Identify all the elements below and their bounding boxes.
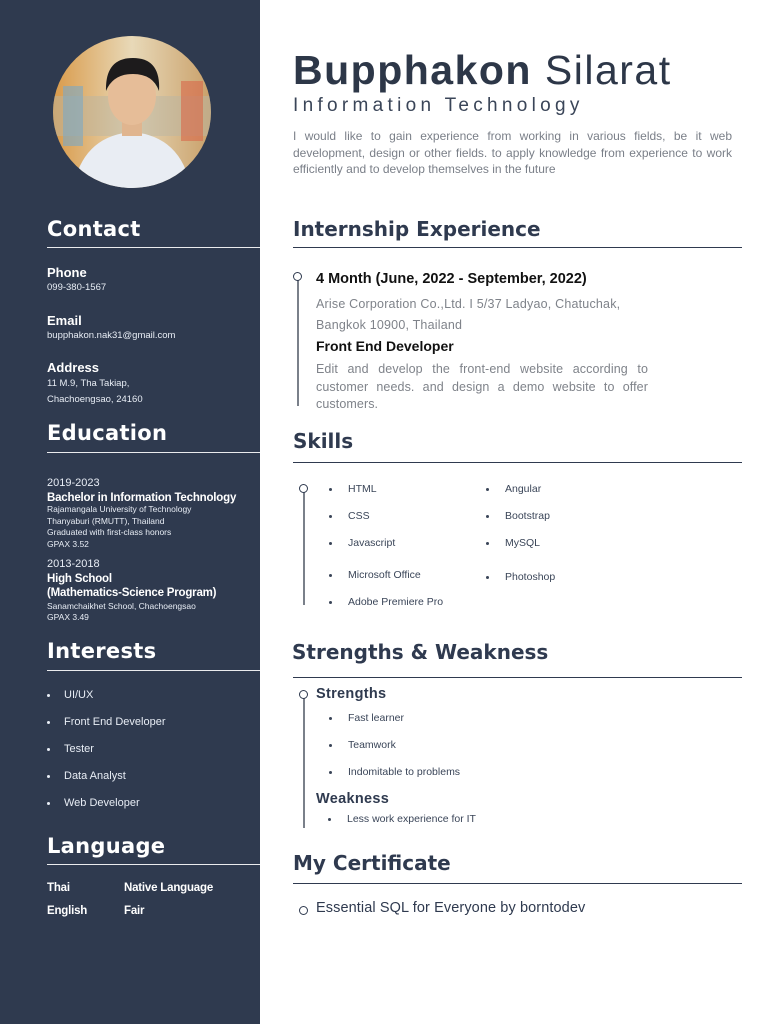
internship-description: Edit and develop the front-end website according to customer needs. and design a demo website to offer customers. (316, 362, 648, 411)
internship-heading: Internship Experience (293, 217, 541, 241)
last-name: Silarat (544, 47, 672, 93)
email-value: bupphakon.nak31@gmail.com (47, 330, 176, 341)
bullet-icon (329, 744, 332, 747)
certificate-marker-icon (299, 906, 308, 915)
company-line: Arise Corporation Co.,Ltd. I 5/37 Ladyao, Chatuchak, (316, 297, 621, 311)
interest-item (47, 716, 166, 728)
language-heading: Language (47, 834, 166, 858)
company-line: Bangkok 10900, Thailand (316, 318, 463, 332)
skill-item (486, 510, 550, 522)
skill-item (329, 537, 395, 549)
skill-label: Microsoft Office (348, 569, 421, 581)
address-line1: 11 M.9, Tha Takiap, (47, 378, 130, 389)
language-name: Thai (47, 882, 70, 894)
interest-label: Tester (64, 743, 94, 755)
skill-item (486, 537, 540, 549)
phone-value: 099-380-1567 (47, 282, 107, 293)
bullet-icon (47, 694, 50, 697)
bullet-icon (329, 717, 332, 720)
bullet-icon (486, 488, 489, 491)
edu-detail: GPAX 3.52 (47, 539, 89, 549)
weakness-label: Weakness (316, 791, 390, 807)
bullet-icon (47, 802, 50, 805)
contact-heading: Contact (47, 217, 141, 241)
interest-item (47, 743, 94, 755)
bullet-icon (329, 601, 332, 604)
strength-label: Fast learner (348, 712, 405, 724)
bullet-icon (47, 721, 50, 724)
skill-label: CSS (348, 510, 370, 522)
phone-label: Phone (47, 265, 87, 280)
bullet-icon (328, 818, 331, 821)
edu-degree: High School (47, 573, 112, 585)
interests-heading: Interests (47, 639, 157, 663)
full-name (293, 47, 672, 94)
skill-item (329, 569, 421, 581)
education-divider (47, 452, 260, 453)
interest-item (47, 689, 93, 701)
interest-item (47, 770, 126, 782)
sidebar (0, 0, 260, 1024)
skill-item (486, 483, 541, 495)
skill-label: HTML (348, 483, 377, 495)
bullet-icon (329, 771, 332, 774)
language-level: Native Language (124, 882, 214, 894)
contact-divider (47, 247, 260, 248)
strength-label: Indomitable to problems (348, 766, 461, 778)
skill-label: Photoshop (505, 571, 556, 583)
bullet-icon (486, 515, 489, 518)
skill-item (486, 571, 555, 583)
language-divider (47, 864, 260, 865)
timeline-line (303, 492, 305, 605)
internship-role: Front End Developer (316, 338, 454, 354)
skill-label: MySQL (505, 537, 541, 549)
edu-years: 2013-2018 (47, 558, 100, 570)
bullet-icon (329, 574, 332, 577)
skill-label: Adobe Premiere Pro (348, 596, 444, 608)
weakness-text: Less work experience for IT (347, 813, 476, 825)
edu-detail: Rajamangala University of Technology (47, 504, 192, 514)
strength-item (329, 712, 404, 724)
bullet-icon (329, 488, 332, 491)
summary-text: I would like to gain experience from working in various fields, be it web development, design or other fields. to apply knowledge from experience to work efficiently and to develop themselves in the future (293, 129, 732, 176)
certificate-item: Essential SQL for Everyone by borntodev (316, 900, 586, 916)
language-level: Fair (124, 905, 145, 917)
timeline-marker-icon (293, 272, 302, 281)
skill-label: Bootstrap (505, 510, 550, 522)
edu-detail: Thanyaburi (RMUTT), Thailand (47, 516, 165, 526)
interest-label: Data Analyst (64, 770, 126, 782)
strengths-label: Strengths (316, 686, 387, 702)
skill-item (329, 483, 377, 495)
timeline-marker-icon (299, 690, 308, 699)
language-name: English (47, 905, 88, 917)
skills-heading: Skills (293, 429, 354, 453)
strength-item (329, 766, 460, 778)
strengths-weakness-heading: Strengths & Weakness (292, 640, 549, 664)
internship-divider (293, 247, 742, 248)
interests-divider (47, 670, 260, 671)
address-label: Address (47, 360, 100, 375)
skill-item (329, 510, 370, 522)
weakness-item (328, 813, 476, 825)
address-line2: Chachoengsao, 24160 (47, 394, 143, 405)
bullet-icon (486, 542, 489, 545)
edu-detail: Graduated with first-class honors (47, 527, 172, 537)
internship-period: 4 Month (June, 2022 - September, 2022) (316, 271, 587, 287)
interest-label: Front End Developer (64, 716, 166, 728)
edu-detail: GPAX 3.49 (47, 612, 89, 622)
interest-item (47, 797, 140, 809)
strengths-divider (293, 677, 742, 678)
skill-item (329, 596, 443, 608)
timeline-marker-icon (299, 484, 308, 493)
skill-label: Javascript (348, 537, 396, 549)
bullet-icon (329, 542, 332, 545)
certificate-divider (293, 883, 742, 884)
bullet-icon (486, 576, 489, 579)
edu-degree: Bachelor in Information Technology (47, 492, 237, 504)
timeline-line (297, 280, 299, 406)
bullet-icon (47, 748, 50, 751)
strength-item (329, 739, 396, 751)
edu-years: 2019-2023 (47, 477, 100, 489)
interest-label: Web Developer (64, 797, 140, 809)
edu-degree-line2: (Mathematics-Science Program) (47, 587, 217, 599)
strength-label: Teamwork (348, 739, 396, 751)
first-name: Bupphakon (293, 47, 532, 93)
certificate-heading: My Certificate (293, 851, 451, 875)
edu-detail: Sanamchaikhet School, Chachoengsao (47, 601, 196, 611)
skill-label: Angular (505, 483, 542, 495)
timeline-line (303, 698, 305, 828)
skills-divider (293, 462, 742, 463)
profile-photo (53, 36, 211, 188)
interest-label: UI/UX (64, 689, 94, 701)
internship-company (316, 294, 661, 336)
email-label: Email (47, 313, 82, 328)
job-title: Information Technology (293, 95, 584, 116)
bullet-icon (47, 775, 50, 778)
bullet-icon (329, 515, 332, 518)
education-heading: Education (47, 421, 168, 445)
